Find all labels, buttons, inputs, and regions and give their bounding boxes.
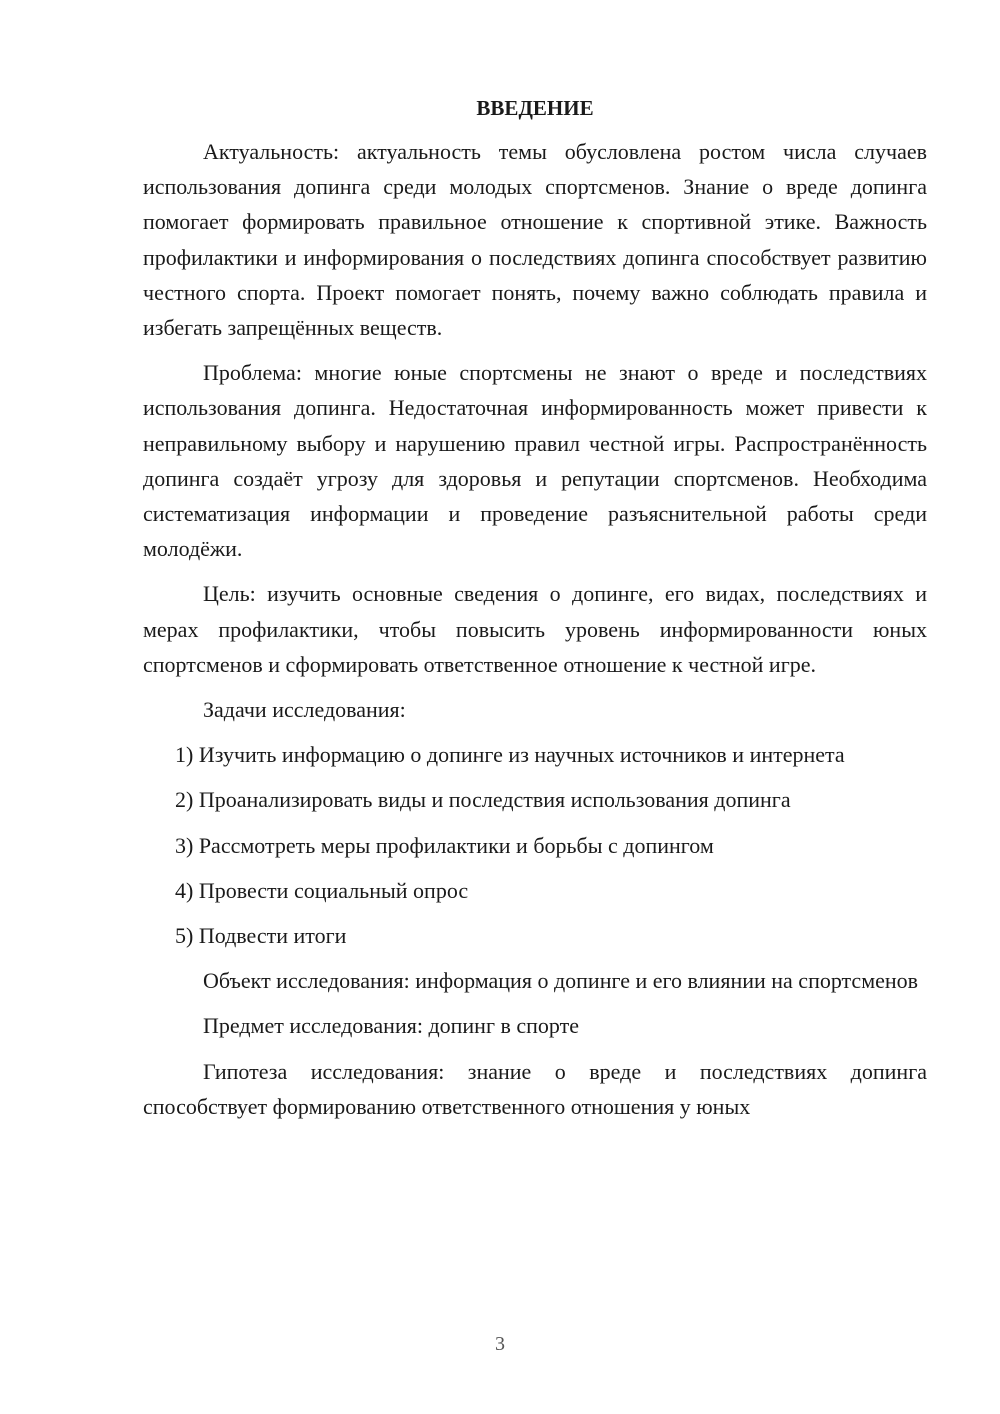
task-item-1: 1) Изучить информацию о допинге из научных источников и интернета: [175, 742, 845, 768]
subject-paragraph: Предмет исследования: допинг в спорте: [203, 1013, 579, 1039]
object-paragraph: Объект исследования: информация о допинге и его влиянии на спортсменов: [203, 968, 919, 994]
task-item-4: 4) Провести социальный опрос: [175, 877, 469, 903]
goal-paragraph: Цель: изучить основные сведения о допинге, его видах, последствиях и мерах профилактики, чтобы повысить уровень информированности юных спортсменов и сформировать ответственное отношение к честной игре.: [143, 581, 927, 677]
task-item-2: 2) Проанализировать виды и последствия использования допинга: [175, 787, 791, 813]
section-title: ВВЕДЕНИЕ: [476, 96, 594, 120]
task-item-3: 3) Рассмотреть меры профилактики и борьбы с допингом: [175, 832, 714, 858]
tasks-heading: Задачи исследования:: [203, 697, 406, 723]
hypothesis-paragraph: Гипотеза исследования: знание о вреде и последствиях допинга способствует формированию ответственного отношения у юных: [143, 1058, 927, 1119]
page-number: 3: [495, 1333, 505, 1355]
page-content: [143, 90, 927, 1134]
task-item-5: 5) Подвести итоги: [175, 923, 347, 949]
problem-paragraph: Проблема: многие юные спортсмены не знают о вреде и последствиях использования допинга. Недостаточная информированность может привести к неправильному выбору и нарушению правил честной игры. Распространённость допинга создаёт угрозу для здоровья и репутации спортсменов. Необходима систематизация информации и проведение разъяснительной работы среди молодёжи.: [143, 360, 927, 562]
relevance-paragraph: Актуальность: актуальность темы обусловлена ростом числа случаев использования допинга среди молодых спортсменов. Знание о вреде допинга помогает формировать правильное отношение к спортивной этике. Важность профилактики и информирования о последствиях допинга способствует развитию честного спорта. Проект помогает понять, почему важно соблюдать правила и избегать запрещённых веществ.: [143, 139, 927, 341]
